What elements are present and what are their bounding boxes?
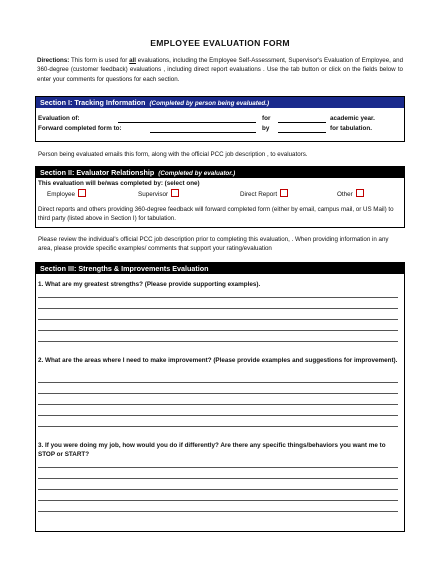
forward-to-label: Forward completed form to:: [38, 125, 122, 132]
section-1-subtitle: (Completed by person being evaluated.): [149, 100, 270, 107]
directions-part-2: evaluations, including the Employee Self-Assessment, Supervisor's Evaluation of Employee, and 360-degree (customer feedback) evaluations , including direct report evaluations . Use the tab button or click on the fields below to enter your comments for questions for each section.: [37, 57, 404, 83]
section-1-header: [36, 97, 404, 108]
checkbox-employee[interactable]: [78, 189, 86, 197]
note-job-description: Please review the individual's official PCC job description prior to completing this evaluation, . When providing information in any area, please provide specific examples/ comments that support your rating/evaluation: [38, 236, 389, 253]
question-2: 2. What are the areas where I need to make improvement? (Please provide examples and suggestions for improvement).: [38, 357, 398, 364]
section-2-subtitle: (Completed by evaluator.): [158, 170, 236, 177]
option-employee[interactable]: [47, 189, 86, 198]
answer-1-line[interactable]: [38, 319, 398, 320]
question-3: 3. If you were doing my job, how would you do if differently? Are there any specific things/behaviors you want me to STOP or START?: [38, 442, 386, 458]
academic-year-label: academic year.: [330, 115, 375, 122]
section-3-box: [35, 262, 405, 532]
directions-label: Directions:: [37, 57, 70, 64]
directions-part-1: This form is used for: [69, 57, 130, 64]
forward-to-field[interactable]: [150, 132, 256, 133]
option-supervisor-label: Supervisor: [138, 191, 169, 198]
evaluation-of-field[interactable]: [118, 122, 256, 123]
checkbox-direct-report[interactable]: [280, 189, 288, 197]
option-direct-report-label: Direct Report: [240, 191, 278, 198]
option-other-label: Other: [337, 191, 353, 198]
academic-year-field[interactable]: [278, 122, 326, 123]
directions-text: [37, 56, 403, 84]
option-employee-label: Employee: [47, 191, 76, 198]
directions-all: all: [129, 57, 136, 64]
question-1: 1. What are my greatest strengths? (Please provide supporting examples).: [38, 281, 261, 288]
option-supervisor[interactable]: [138, 189, 179, 198]
checkbox-other[interactable]: [356, 189, 364, 197]
answer-3-line[interactable]: [38, 467, 398, 468]
for-label: for: [262, 115, 271, 122]
answer-2-line[interactable]: [38, 382, 398, 383]
answer-1-line[interactable]: [38, 341, 398, 342]
answer-3-line[interactable]: [38, 511, 398, 512]
checkbox-supervisor[interactable]: [171, 189, 179, 197]
answer-1-line[interactable]: [38, 308, 398, 309]
option-direct-report[interactable]: [240, 189, 288, 198]
answer-3-line[interactable]: [38, 500, 398, 501]
section-2-header: [36, 167, 404, 178]
answer-1-line[interactable]: [38, 297, 398, 298]
by-date-field[interactable]: [278, 132, 326, 133]
for-tabulation-label: for tabulation.: [330, 125, 372, 132]
answer-2-line[interactable]: [38, 426, 398, 427]
select-one-label: This evaluation will be/was completed by: (select one): [38, 180, 200, 187]
answer-2-line[interactable]: [38, 415, 398, 416]
section-1-title: Section I: Tracking Information: [40, 98, 146, 107]
section-2-note: Direct reports and others providing 360-degree feedback will forward completed form (either by email, campus mail, or US Mail) to third party (listed above in Section I) for tabulation.: [38, 206, 394, 223]
by-label: by: [262, 125, 270, 132]
answer-1-line[interactable]: [38, 330, 398, 331]
answer-3-line[interactable]: [38, 489, 398, 490]
section-3-header: [36, 263, 404, 274]
answer-3-line[interactable]: [38, 478, 398, 479]
section-2-title: Section II: Evaluator Relationship: [40, 168, 155, 177]
answer-2-line[interactable]: [38, 404, 398, 405]
form-title: EMPLOYEE EVALUATION FORM: [150, 38, 290, 48]
section-3-title: Section III: Strengths & Improvements Evaluation: [40, 264, 209, 273]
option-other[interactable]: [337, 189, 364, 198]
evaluation-of-label: Evaluation of:: [38, 115, 80, 122]
answer-2-line[interactable]: [38, 393, 398, 394]
note-email-form: Person being evaluated emails this form, along with the official PCC job description , to evaluators.: [38, 151, 308, 158]
